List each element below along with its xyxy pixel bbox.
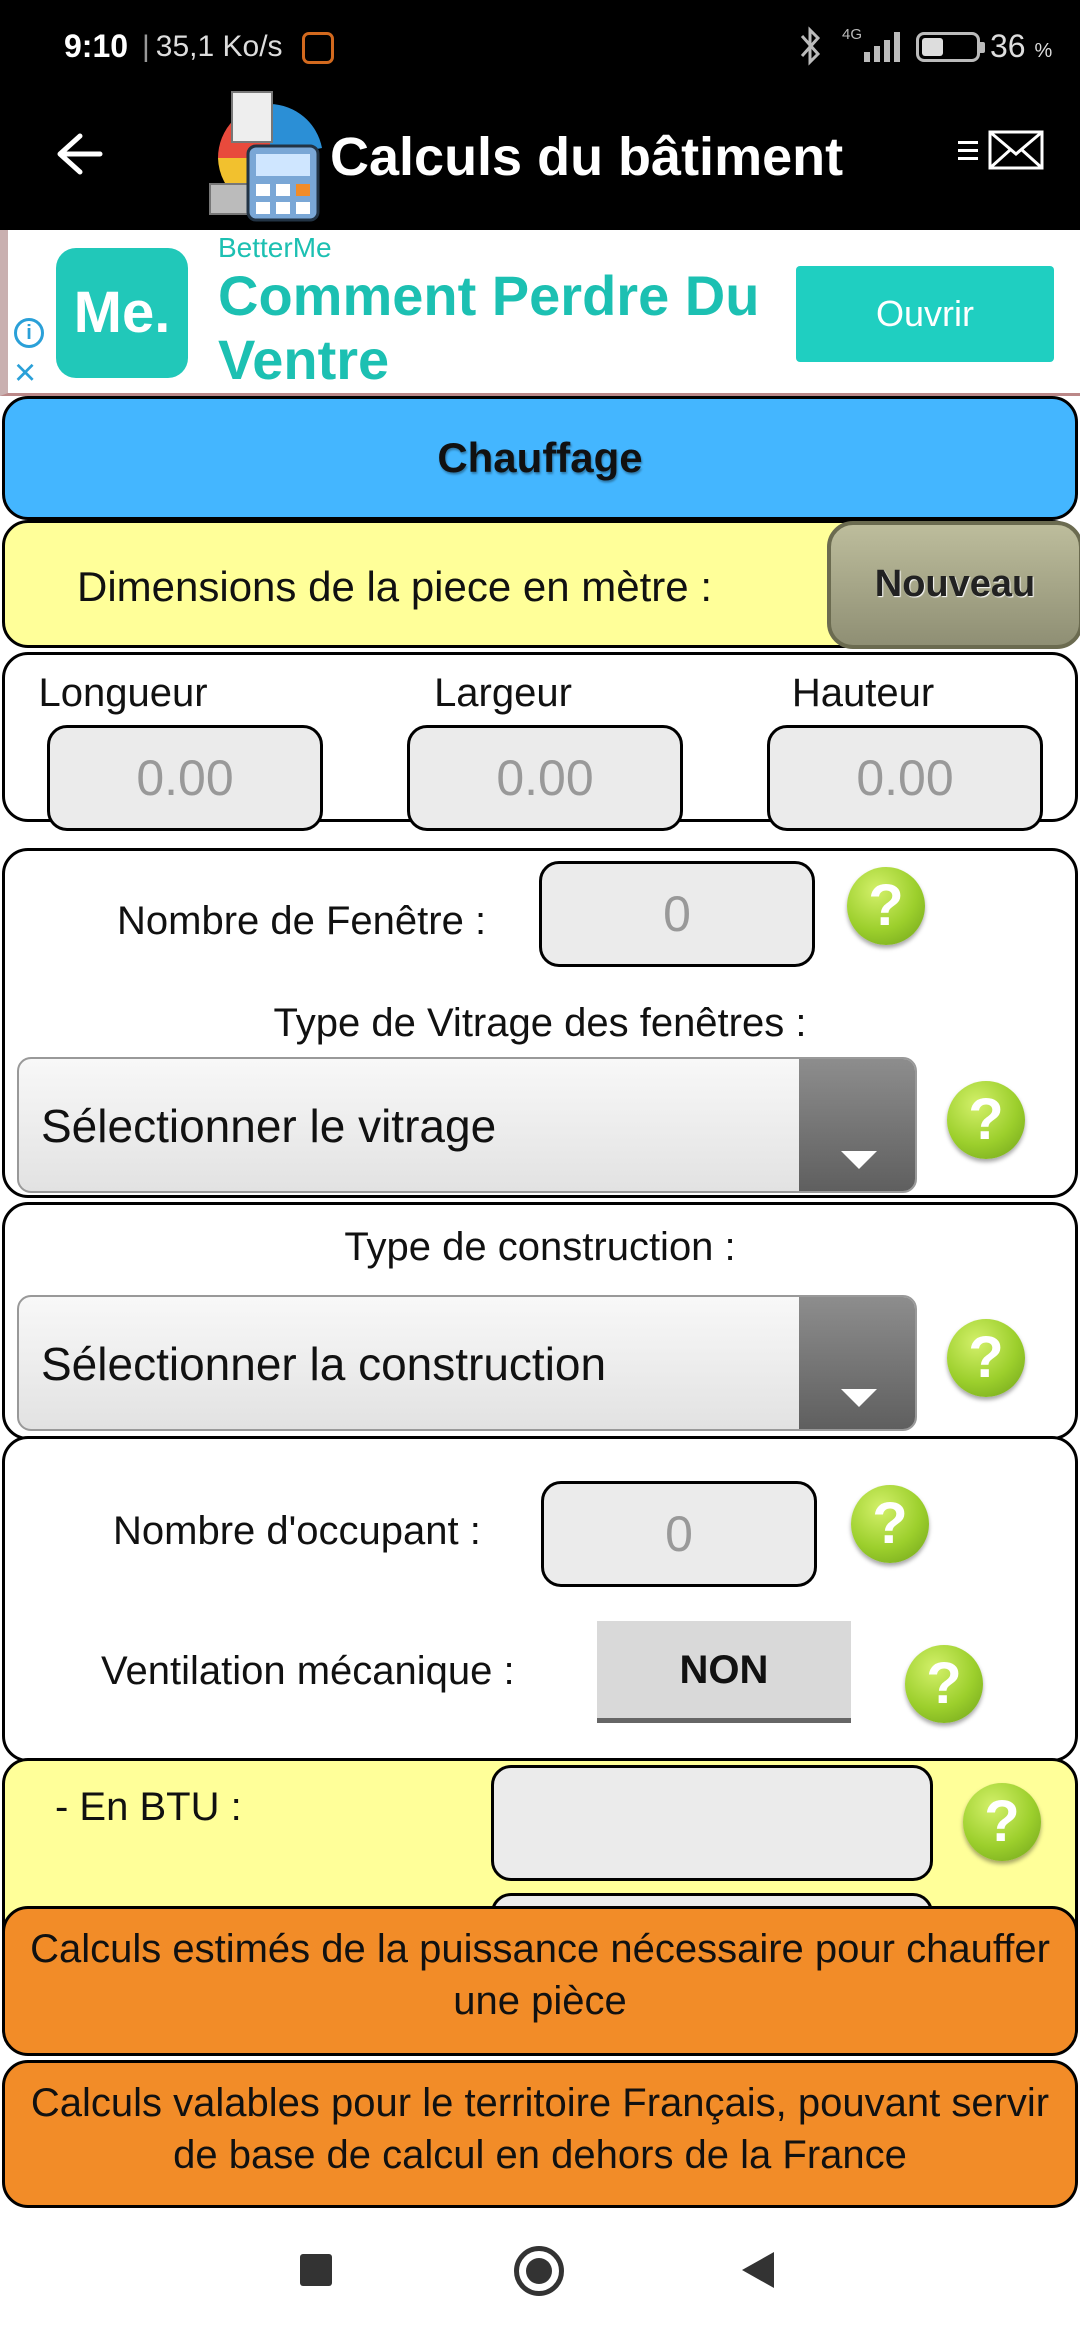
construction-box: [2, 1202, 1078, 1440]
battery-percent: [990, 28, 1052, 65]
occupants-label: Nombre d'occupant :: [113, 1509, 481, 1553]
mail-icon[interactable]: [988, 130, 1044, 170]
info-box-estimation: Calculs estimés de la puissance nécessaire pour chauffer une pièce: [2, 1906, 1078, 2056]
ad-banner[interactable]: [0, 230, 1080, 396]
app-bar: [0, 96, 1080, 230]
window-count-label: Nombre de Fenêtre :: [117, 899, 487, 943]
chevron-down-icon[interactable]: [799, 1297, 915, 1429]
construction-label: Type de construction :: [344, 1225, 736, 1269]
ad-open-button[interactable]: Ouvrir: [796, 266, 1054, 362]
help-icon[interactable]: ?: [963, 1783, 1041, 1861]
new-button[interactable]: Nouveau: [827, 521, 1080, 649]
battery-percent-unit: %: [1034, 40, 1053, 62]
app-logo-icon: [200, 88, 340, 224]
window-count-input[interactable]: 0: [539, 861, 815, 967]
status-time: 9:10: [64, 28, 129, 64]
recent-apps-icon[interactable]: [300, 2254, 332, 2286]
dimensions-box: [2, 652, 1078, 822]
ad-logo: Me.: [56, 248, 188, 378]
status-bar: [0, 0, 1080, 96]
help-icon[interactable]: ?: [947, 1319, 1025, 1397]
system-nav-bar: [0, 2208, 1080, 2340]
btu-label: - En BTU :: [55, 1785, 242, 1829]
section-title: Chauffage: [2, 396, 1078, 520]
network-speed-text: 35,1 Ko/s: [155, 30, 283, 63]
main-content: [0, 396, 1080, 2286]
info-icon[interactable]: i: [14, 318, 44, 348]
ventilation-toggle[interactable]: NON: [597, 1621, 851, 1723]
glazing-label: Type de Vitrage des fenêtres :: [273, 1001, 807, 1045]
construction-select[interactable]: [17, 1295, 917, 1431]
help-icon[interactable]: ?: [947, 1081, 1025, 1159]
occupants-input[interactable]: 0: [541, 1481, 817, 1587]
signal-icon: [858, 28, 908, 64]
bluetooth-icon: [796, 24, 824, 68]
back-triangle-icon[interactable]: [742, 2252, 774, 2288]
windows-box: [2, 848, 1078, 1198]
close-icon[interactable]: ×: [14, 352, 37, 394]
ad-headline[interactable]: Comment Perdre Du Ventre: [218, 264, 760, 391]
battery-percent-value: 36: [990, 28, 1026, 64]
construction-select-value: Sélectionner la construction: [41, 1338, 607, 1390]
battery-icon: [916, 32, 980, 62]
width-input[interactable]: 0.00: [407, 725, 683, 831]
menu-lines-icon[interactable]: [958, 138, 980, 164]
length-label: Longueur: [38, 671, 208, 715]
height-label: Hauteur: [791, 671, 935, 715]
dimensions-header: [2, 520, 1078, 648]
info-box-validity: Calculs valables pour le territoire Français, pouvant servir de base de calcul en dehors de la France: [2, 2060, 1078, 2208]
home-icon[interactable]: [514, 2246, 564, 2296]
occupants-box: [2, 1436, 1078, 1762]
network-type: 4G: [842, 26, 863, 43]
help-icon[interactable]: ?: [851, 1485, 929, 1563]
height-input[interactable]: 0.00: [767, 725, 1043, 831]
btu-output: [491, 1765, 933, 1881]
network-speed: | 35,1 Ko/s: [142, 30, 283, 63]
help-icon[interactable]: ?: [905, 1645, 983, 1723]
chevron-down-icon[interactable]: [799, 1059, 915, 1191]
length-input[interactable]: 0.00: [47, 725, 323, 831]
app-title: Calculs du bâtiment: [330, 127, 844, 187]
dimensions-label: Dimensions de la piece en mètre :: [77, 563, 712, 610]
glazing-select-value: Sélectionner le vitrage: [41, 1100, 497, 1152]
arrow-left-icon[interactable]: [48, 124, 108, 184]
ad-brand: BetterMe: [218, 232, 332, 263]
width-label: Largeur: [434, 671, 572, 715]
ventilation-label: Ventilation mécanique :: [101, 1649, 515, 1693]
glazing-select[interactable]: [17, 1057, 917, 1193]
battery-level: [922, 38, 943, 56]
help-icon[interactable]: ?: [847, 867, 925, 945]
notification-icon: [302, 32, 334, 64]
